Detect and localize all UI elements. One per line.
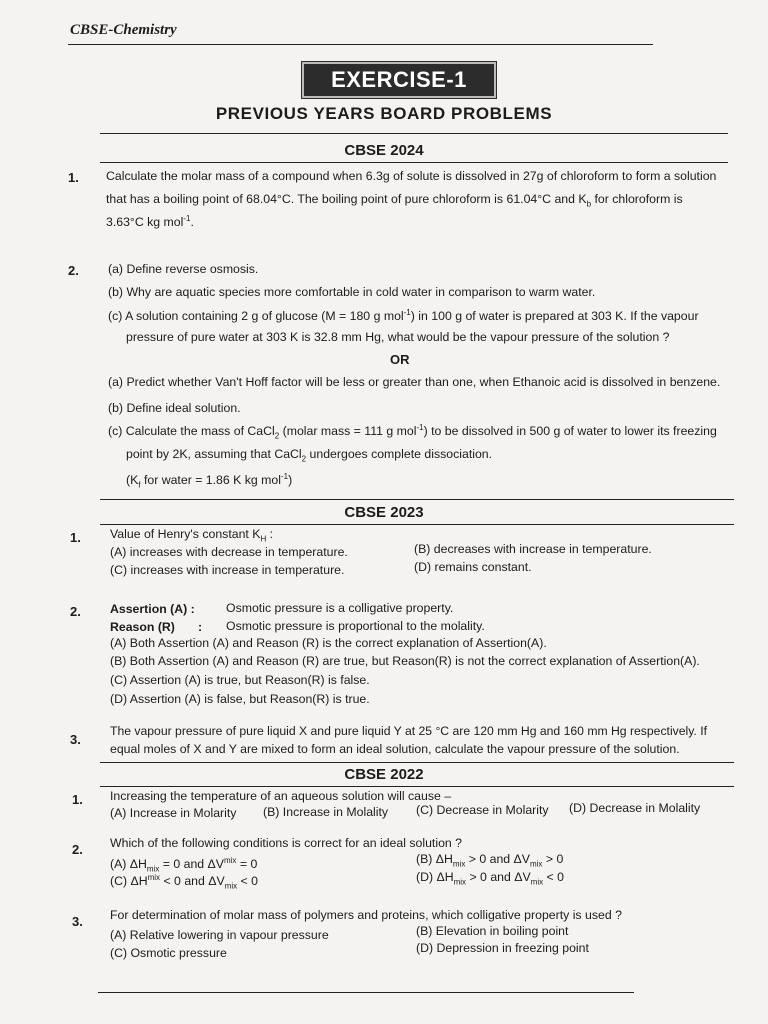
q2024-2-b: (b) Why are aquatic species more comfortable in cold water in comparison to warm water. <box>108 285 596 299</box>
q2023-2-option-b: (B) Both Assertion (A) and Reason (R) are true, but Reason(R) is not the correct explanation of Assertion(A). <box>110 654 700 668</box>
exercise-subtitle: PREVIOUS YEARS BOARD PROBLEMS <box>215 104 553 123</box>
q2023-2-number: 2. <box>70 604 81 619</box>
section-title-2023: CBSE 2023 <box>344 504 424 521</box>
q2022-1-number: 1. <box>72 792 83 807</box>
q2022-1-option-b: (B) Increase in Molality <box>263 805 389 819</box>
exercise-title: EXERCISE-1 <box>302 62 496 98</box>
q2022-1-option-d: (D) Decrease in Molality <box>569 801 701 815</box>
q2022-2-option-c: (C) $\Delta H^{mix} < 0$ and $\Delta V_{mix} < 0$ <box>110 873 258 891</box>
q2024-1-number: 1. <box>68 170 79 185</box>
q2022-3-stem: For determination of molar mass of polymers and proteins, which colligative property is used ? <box>110 908 622 922</box>
q2023-3-number: 3. <box>70 732 81 747</box>
q2023-1-option-a: (A) increases with decrease in temperature. <box>110 545 348 559</box>
assertion-label: Assertion (A) : <box>110 602 195 616</box>
q2024-1-line3: 3.63°C kg mol$^{-1}$. <box>106 214 194 230</box>
section-rule-top-2022 <box>100 762 734 763</box>
q2022-1-option-a: (A) Increase in Molarity <box>110 806 237 820</box>
q2022-1-option-c: (C) Decrease in Molarity <box>416 803 549 817</box>
q2024-2-a: (a) Define reverse osmosis. <box>108 262 259 276</box>
q2024-2-number: 2. <box>68 263 79 278</box>
q2023-2-option-d: (D) Assertion (A) is false, but Reason(R) is true. <box>110 692 370 706</box>
section-title-2024: CBSE 2024 <box>344 142 424 159</box>
q2023-3-line2: equal moles of X and Y are mixed to form an ideal solution, calculate the vapour pressure of the solution. <box>110 742 680 756</box>
q2024-2-c-line2: pressure of pure water at 303 K is 32.8 mm Hg, what would be the vapour pressure of the solution ? <box>126 330 670 344</box>
q2024-1-line1: Calculate the molar mass of a compound when 6.3g of solute is dissolved in 27g of chloroform to form a solution <box>106 169 717 183</box>
section-rule-top-2024 <box>100 133 728 134</box>
q2023-3-line1: The vapour pressure of pure liquid X and pure liquid Y at 25 °C are 120 mm Hg and 160 mm Hg respectively. If <box>110 724 707 738</box>
q2023-1-number: 1. <box>70 530 81 545</box>
q2022-3-option-c: (C) Osmotic pressure <box>110 946 227 960</box>
q2024-2-alt-b: (b) Define ideal solution. <box>108 401 241 415</box>
section-title-2022: CBSE 2022 <box>344 766 424 783</box>
q2023-1-option-b: (B) decreases with increase in temperature. <box>414 542 652 556</box>
q2022-3-option-d: (D) Depression in freezing point <box>416 941 589 955</box>
reason-text: Osmotic pressure is proportional to the molality. <box>226 619 485 633</box>
q2023-1-option-c: (C) increases with increase in temperature. <box>110 563 345 577</box>
q2022-2-number: 2. <box>72 842 83 857</box>
q2022-1-stem: Increasing the temperature of an aqueous solution will cause – <box>110 789 452 803</box>
q2022-2-option-a: (A) $\Delta H_{mix} = 0$ and $\Delta V^{mix} = 0$ <box>110 856 258 874</box>
reason-label: Reason (R) <box>110 620 175 634</box>
q2023-2-option-a: (A) Both Assertion (A) and Reason (R) is the correct explanation of Assertion(A). <box>110 636 547 650</box>
q2023-1-stem: Value of Henry's constant $K_H$ : <box>110 527 274 544</box>
section-rule-bottom-2023 <box>100 524 734 525</box>
q2024-2-alt-c-line3: ($K_f$ for water = 1.86 K kg mol$^{-1}$) <box>126 472 293 490</box>
header-rule <box>68 44 653 45</box>
book-header: CBSE-Chemistry <box>70 22 177 38</box>
q2022-3-option-a: (A) Relative lowering in vapour pressure <box>110 928 329 942</box>
q2023-1-option-d: (D) remains constant. <box>414 560 532 574</box>
assertion-text: Osmotic pressure is a colligative property. <box>226 601 454 615</box>
section-rule-top-2023 <box>100 499 734 500</box>
q2024-2-c-line1: (c) A solution containing 2 g of glucose (M = 180 g mol$^{-1}$) in 100 g of water is prepared at 303 K. If the vapour <box>108 308 699 324</box>
reason-colon: : <box>198 620 203 634</box>
q2023-2-option-c: (C) Assertion (A) is true, but Reason(R) is false. <box>110 673 370 687</box>
q2022-2-option-d: (D) $\Delta H_{mix} > 0$ and $\Delta V_{mix} < 0$ <box>416 870 564 887</box>
or-separator: OR <box>390 352 410 367</box>
section-rule-bottom-2024 <box>100 162 728 163</box>
q2024-2-alt-c-line2: point by 2K, assuming that CaCl$_2$ undergoes complete dissociation. <box>126 447 493 464</box>
q2022-3-number: 3. <box>72 914 83 929</box>
q2022-2-option-b: (B) $\Delta H_{mix} > 0$ and $\Delta V_{mix} > 0$ <box>416 852 564 869</box>
q2024-2-alt-c-line1: (c) Calculate the mass of CaCl$_2$ (molar mass = 111 g mol$^{-1}$) to be dissolved in 500 g of water to lower its freezing <box>108 423 717 441</box>
q2024-2-alt-a: (a) Predict whether Van't Hoff factor will be less or greater than one, when Ethanoic acid is dissolved in benzene. <box>108 375 721 389</box>
footer-rule <box>98 992 634 993</box>
q2022-2-stem: Which of the following conditions is correct for an ideal solution ? <box>110 836 463 850</box>
q2024-1-line2: that has a boiling point of 68.04°C. The boiling point of pure chloroform is 61.04°C and $K_b$ for chloroform is <box>106 192 683 209</box>
q2022-3-option-b: (B) Elevation in boiling point <box>416 924 569 938</box>
section-rule-bottom-2022 <box>100 786 734 787</box>
